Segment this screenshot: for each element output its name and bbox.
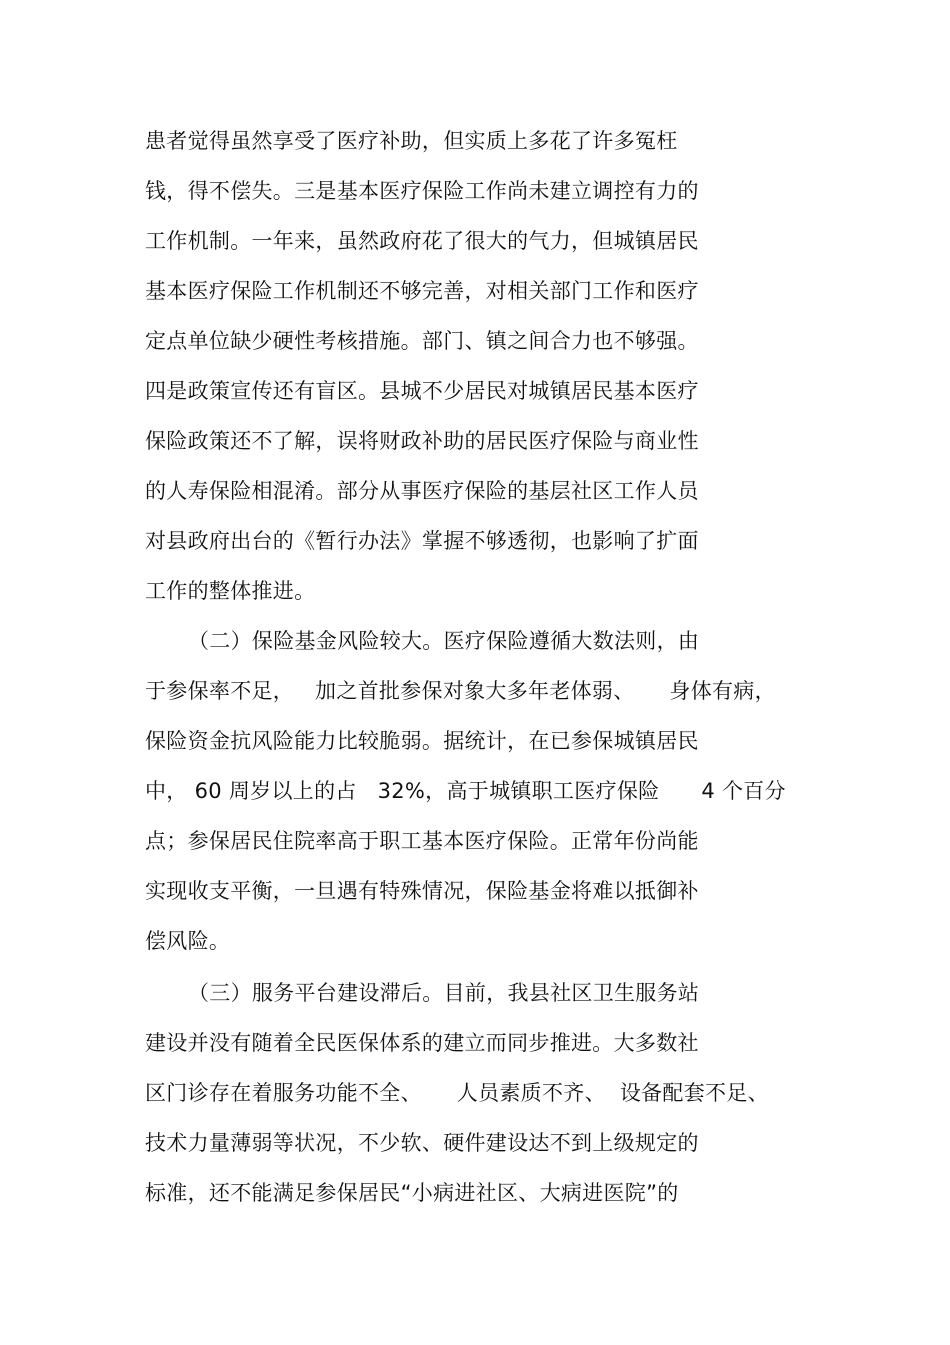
text-line-21: 技术力量薄弱等状况，不少软、硬件建设达不到上级规定的 [145, 1131, 699, 1155]
text-line-7: 保险政策还不了解，误将财政补助的居民医疗保险与商业性 [145, 429, 699, 453]
text-line-5: 定点单位缺少硬性考核措施。部门、镇之间合力也不够强。 [145, 329, 699, 353]
text-line-10: 工作的整体推进。 [145, 579, 316, 603]
text-line-15: 点；参保居民住院率高于职工基本医疗保险。正常年份尚能 [145, 829, 699, 853]
paragraph-heading-2: （二）保险基金风险较大。医疗保险遵循大数法则，由 [188, 629, 700, 653]
text-line-6: 四是政策宣传还有盲区。县城不少居民对城镇居民基本医疗 [145, 379, 699, 403]
text-line-19: 建设并没有随着全民医保体系的建立而同步推进。大多数社 [145, 1031, 699, 1055]
text-line-12: 于参保率不足， 加之首批参保对象大多年老体弱、 身体有病， [145, 679, 776, 703]
paragraph-heading-3: （三）服务平台建设滞后。目前，我县社区卫生服务站 [188, 981, 700, 1005]
text-line-22: 标准，还不能满足参保居民“小病进社区、大病进医院”的 [145, 1181, 679, 1205]
text-line-2: 钱，得不偿失。三是基本医疗保险工作尚未建立调控有力的 [145, 179, 699, 203]
text-line-9: 对县政府出台的《暂行办法》掌握不够透彻，也影响了扩面 [145, 529, 699, 553]
text-line-1: 患者觉得虽然享受了医疗补助，但实质上多花了许多冤枉 [145, 129, 678, 153]
text-line-16: 实现收支平衡，一旦遇有特殊情况，保险基金将难以抵御补 [145, 879, 699, 903]
text-line-8: 的人寿保险相混淆。部分从事医疗保险的基层社区工作人员 [145, 479, 699, 503]
text-line-20: 区门诊存在着服务功能不全、 人员素质不齐、 设备配套不足、 [145, 1081, 769, 1105]
text-line-4: 基本医疗保险工作机制还不够完善，对相关部门工作和医疗 [145, 279, 699, 303]
text-line-14: 中， 60 周岁以上的占 32%，高于城镇职工医疗保险 4 个百分 [145, 779, 786, 803]
text-line-13: 保险资金抗风险能力比较脆弱。据统计，在已参保城镇居民 [145, 729, 699, 753]
text-line-17: 偿风险。 [145, 929, 231, 953]
text-line-3: 工作机制。一年来，虽然政府花了很大的气力，但城镇居民 [145, 229, 699, 253]
